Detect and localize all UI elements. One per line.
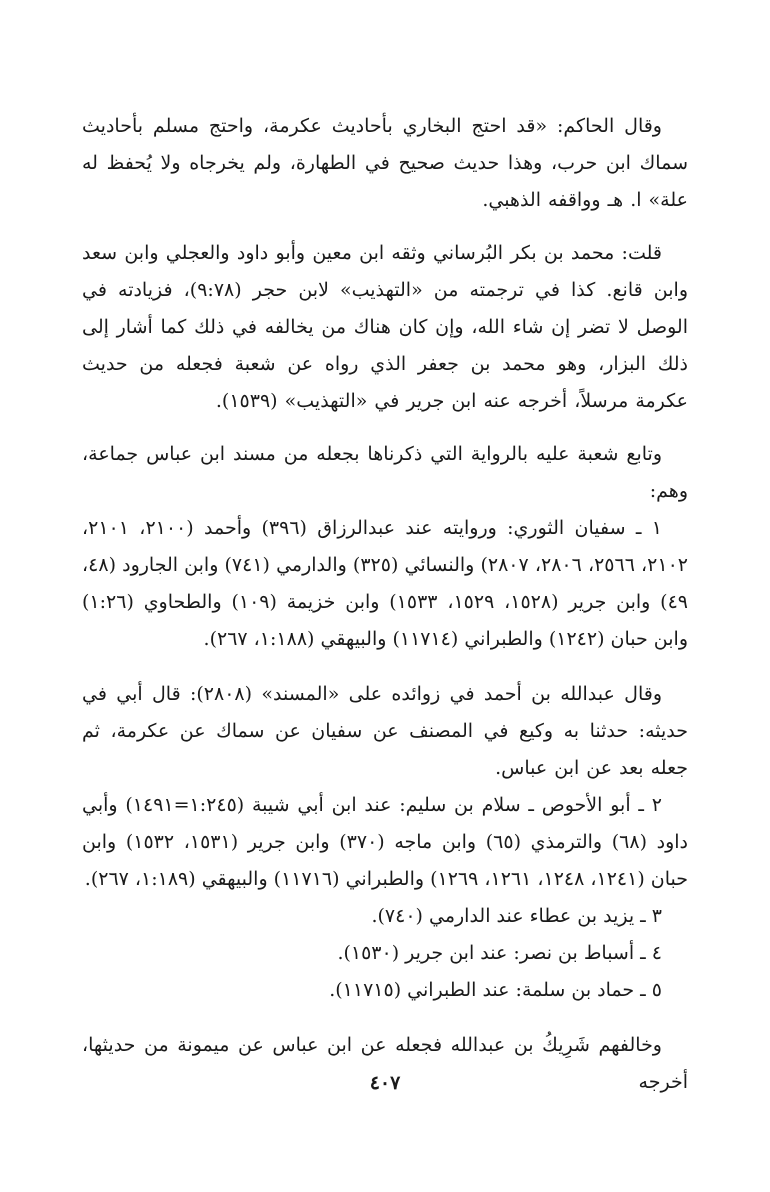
list-item-hammad: ٥ ـ حماد بن سلمة: عند الطبراني (١١٧١٥). [329, 979, 662, 1001]
list-item-sufyan: ١ ـ سفيان الثوري: وروايته عند عبدالرزاق (٣٩٦) وأحمد (٢١٠٠، ٢١٠١، ٢١٠٢، ٢٥٦٦، ٢٨٠٦، ٢٨٠٧) والنسائي (٣٢٥) والدارمي (٧٤١) وابن الجارود (٤٨، ٤٩) وابن جرير (١٥٢٨، ١٥٢٩، ١٥٣٣) وابن خزيمة (١٠٩) والطحاوي (١:٢٦) وابن حبان (١٢٤٢) والطبراني (١١٧١٤) والبيهقي (١:١٨٨، ٢٦٧). [82, 517, 689, 650]
paragraph-sharik: وخالفهم شَرِيكُ بن عبدالله فجعله عن ابن عباس عن ميمونة من حديثها، أخرجه [82, 1034, 688, 1093]
paragraph-bursani-note: قلت: محمد بن بكر البُرساني وثقه ابن معين وأبو داود والعجلي وابن سعد وابن قانع. كذا في ترجمته من «التهذيب» لابن حجر (٩:٧٨)، فزيادته في الوصل لا تضر إن شاء الله، وإن كان هناك من يخالفه في ذلك كما أشار إلى ذلك البزار، وهو محمد بن جعفر الذي رواه عن شعبة فجعله من حديث عكرمة مرسلاً، أخرجه عنه ابن جرير في «التهذيب» (١٥٣٩). [82, 242, 689, 412]
list-item-abul-ahwas: ٢ ـ أبو الأحوص ـ سلام بن سليم: عند ابن أبي شيبة (١:٢٤٥=١٤٩١) وأبي داود (٦٨) والترمذي (٦٥) وابن ماجه (٣٧٠) وابن جرير (١٥٣١، ١٥٣٢) وابن حبان (١٢٤١، ١٢٤٨، ١٢٦١، ١٢٦٩) والطبراني (١١٧١٦) والبيهقي (١:١٨٩، ٢٦٧). [82, 794, 689, 890]
list-item-yazid: ٣ ـ يزيد بن عطاء عند الدارمي (٧٤٠). [371, 905, 662, 927]
paragraph-abdullah-note: وقال عبدالله بن أحمد في زوائده على «المسند» (٢٨٠٨): قال أبي في حديثه: حدثنا به وكيع في المصنف عن سفيان عن سماك عن عكرمة، ثم جعله بعد عن ابن عباس. [82, 683, 688, 779]
page-number: ٤٠٧ [369, 1072, 401, 1094]
paragraph-hakim-quote: وقال الحاكم: «قد احتج البخاري بأحاديث عكرمة، واحتج مسلم بأحاديث سماك ابن حرب، وهذا حديث صحيح في الطهارة، ولم يخرجاه ولا يُحفظ له علة» ا. هـ وواقفه الذهبي. [82, 115, 688, 211]
paragraph-followers-intro: وتابع شعبة عليه بالرواية التي ذكرناها بجعله من مسند ابن عباس جماعة، وهم: [82, 443, 688, 502]
page-body [82, 108, 688, 1101]
list-item-asbat: ٤ ـ أسباط بن نصر: عند ابن جرير (١٥٣٠). [337, 942, 662, 964]
